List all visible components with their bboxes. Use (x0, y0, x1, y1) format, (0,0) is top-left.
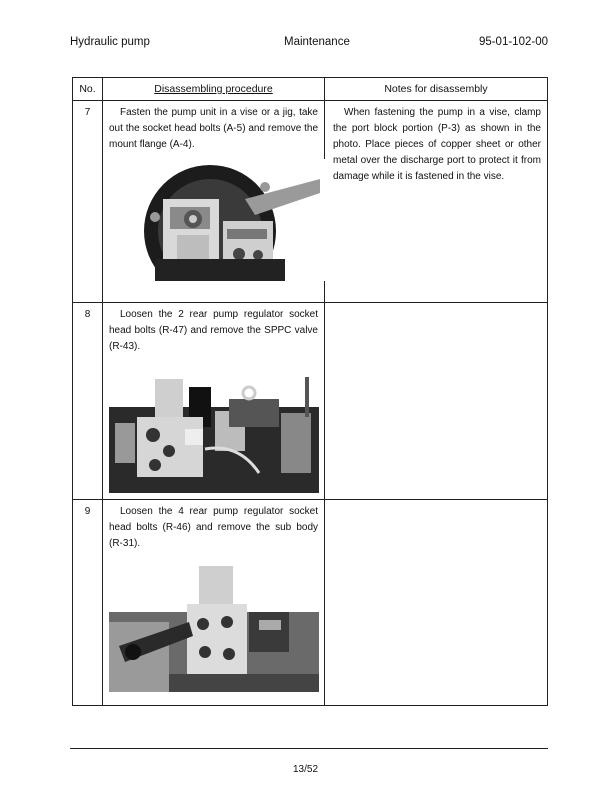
table-row (73, 101, 548, 303)
procedure-table (72, 77, 548, 706)
step-number: 9 (73, 500, 103, 706)
pump-vise-photo (115, 159, 325, 281)
header-section: Maintenance (284, 36, 350, 48)
notes-cell (325, 500, 548, 706)
procedure-cell (103, 303, 325, 500)
step-number: 7 (73, 101, 103, 303)
procedure-text: Loosen the 4 rear pump regulator socket head bolts (R-46) and remove the sub body (R-31). (109, 506, 318, 549)
sppc-valve-photo (109, 373, 319, 493)
step-number: 8 (73, 303, 103, 500)
column-header-notes: Notes for disassembly (325, 78, 548, 101)
procedure-cell (103, 101, 325, 303)
footer-divider (70, 748, 548, 749)
notes-text: When fastening the pump in a vise, clamp the port block portion (P-3) as shown in the photo. Place pieces of copper sheet or other metal over the discharge port to protect it from damage while it is fastened in the vise. (333, 107, 541, 182)
column-header-procedure: Disassembling procedure (103, 78, 325, 101)
table-header-row (73, 78, 548, 101)
notes-cell (325, 303, 548, 500)
column-header-no: No. (73, 78, 103, 101)
procedure-text: Loosen the 2 rear pump regulator socket head bolts (R-47) and remove the SPPC valve (R-43). (109, 309, 318, 352)
table-row (73, 303, 548, 500)
procedure-text: Fasten the pump unit in a vise or a jig, take out the socket head bolts (A-5) and remove the mount flange (A-4). (109, 107, 318, 150)
table-row (73, 500, 548, 706)
notes-cell (325, 101, 548, 303)
procedure-cell (103, 500, 325, 706)
header-doc-number: 95-01-102-00 (478, 36, 548, 48)
header-title: Hydraulic pump (70, 36, 150, 48)
page-header (70, 36, 548, 52)
sub-body-photo (109, 562, 319, 692)
page-number: 13/52 (292, 764, 319, 775)
